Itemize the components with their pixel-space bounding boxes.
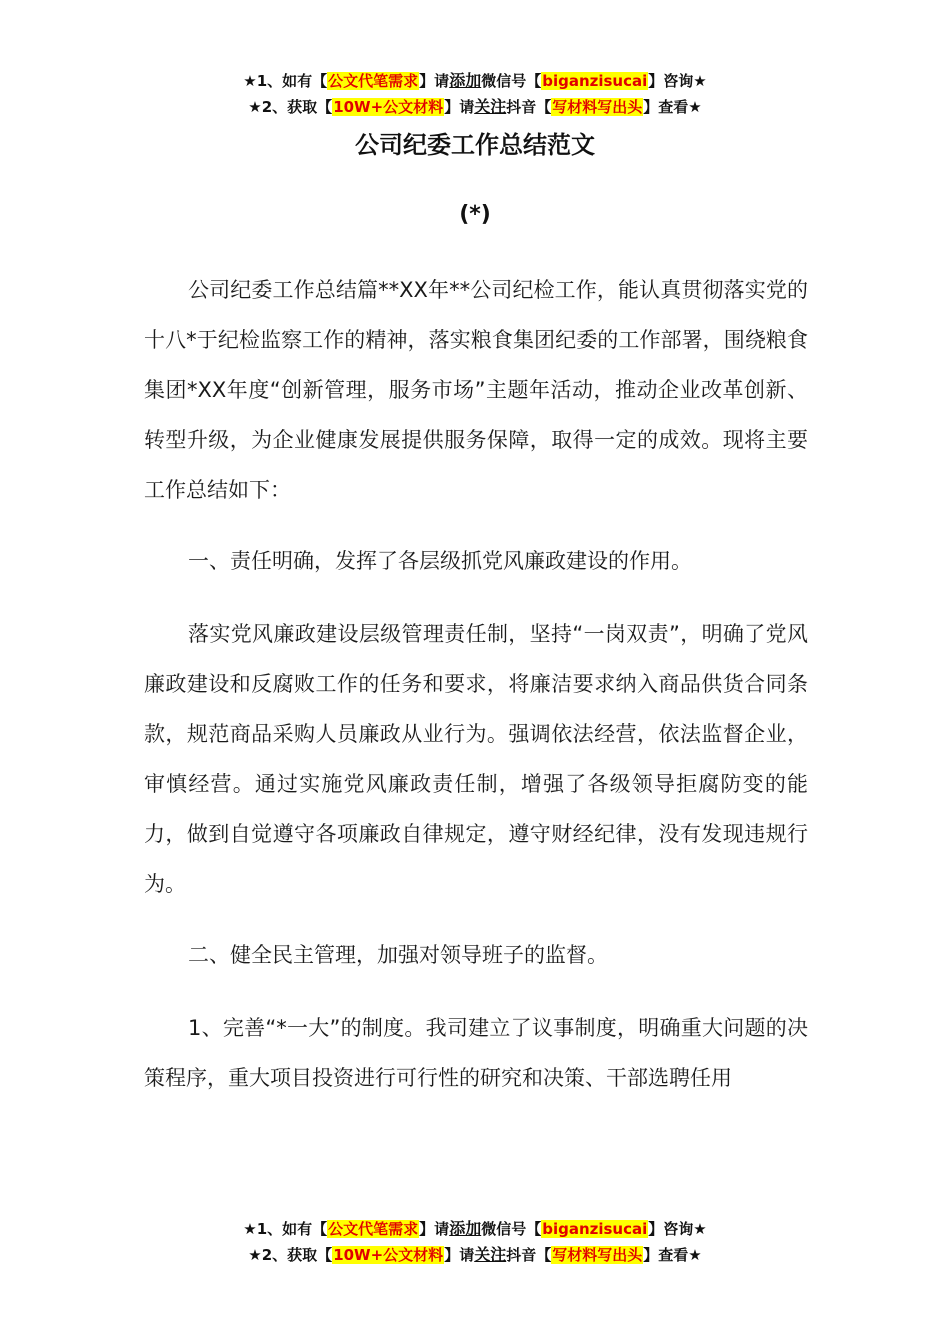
banner-text: 】请 [444,1246,475,1264]
banner-line-1 [0,68,950,94]
banner-text: 微信号【 [481,1220,542,1238]
banner-text: ★1、如有【 [243,1220,328,1238]
paragraph: 公司纪委工作总结篇**XX年**公司纪检工作，能认真贯彻落实党的十八*于纪检监察工作的精神，落实粮食集团纪委的工作部署，围绕粮食集团*XX年度“创新管理，服务市场”主题年活动，推动企业改革创新、转型升级，为企业健康发展提供服务保障，取得一定的成效。现将主要工作总结如下： [144,278,808,502]
banner-text: 】咨询★ [648,1220,707,1238]
paragraph: 落实党风廉政建设层级管理责任制，坚持“一岗双责”，明确了党风廉政建设和反腐败工作的任务和要求，将廉洁要求纳入商品供货合同条款，规范商品采购人员廉政从业行为。强调依法经营，依法监督企业，审慎经营。通过实施党风廉政责任制，增强了各级领导拒腐防变的能力，做到自觉遵守各项廉政自律规定，遵守财经纪律，没有发现违规行为。 [144,622,808,896]
banner-text: 抖音【 [506,98,552,116]
banner-text: 抖音【 [506,1246,552,1264]
banner-text: 】咨询★ [648,72,707,90]
document-body [144,265,808,1103]
banner-line-2 [0,1242,950,1268]
header-banner [0,68,950,120]
highlight-text: biganzisucai [542,1220,648,1238]
banner-line-1 [0,1216,950,1242]
highlight-text: biganzisucai [542,72,648,90]
highlight-text: 10W+公文材料 [333,98,444,116]
document-subtitle: (*) [459,202,491,227]
paragraph: 1、完善“*一大”的制度。我司建立了议事制度，明确重大问题的决策程序，重大项目投资进行可行性的研究和决策、干部选聘任用 [144,1016,808,1090]
section-heading: 一、责任明确，发挥了各层级抓党风廉政建设的作用。 [188,549,692,573]
banner-text: 】查看★ [643,1246,702,1264]
underlined-text: 添加 [449,1219,482,1238]
banner-line-2 [0,94,950,120]
banner-text: 】请 [444,98,475,116]
underlined-text: 添加 [449,71,482,90]
highlight-text: 公文代笔需求 [328,72,419,90]
footer-banner [0,1216,950,1268]
banner-text: ★1、如有【 [243,72,328,90]
section-heading: 二、健全民主管理，加强对领导班子的监督。 [188,943,608,967]
banner-text: 】请 [419,72,450,90]
underlined-text: 关注 [474,97,507,116]
document-title: 公司纪委工作总结范文 [355,131,595,159]
banner-text: 】请 [419,1220,450,1238]
highlight-text: 写材料写出头 [552,98,643,116]
highlight-text: 公文代笔需求 [328,1220,419,1238]
banner-text: 微信号【 [481,72,542,90]
highlight-text: 写材料写出头 [552,1246,643,1264]
banner-text: ★2、获取【 [248,98,333,116]
banner-text: 】查看★ [643,98,702,116]
banner-text: ★2、获取【 [248,1246,333,1264]
highlight-text: 10W+公文材料 [333,1246,444,1264]
underlined-text: 关注 [474,1245,507,1264]
